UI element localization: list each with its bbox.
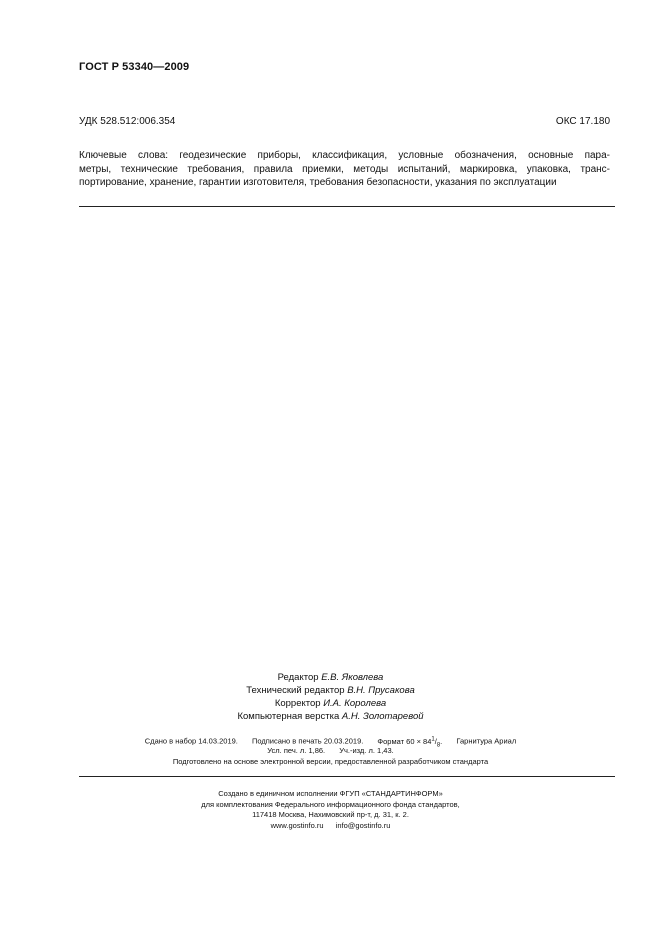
layout-label: Компьютерная верстка xyxy=(237,711,340,722)
keywords-line: Ключевые слова: геодезические приборы, классификация, условные обозначения, основные пара- xyxy=(79,150,610,161)
standard-code: ГОСТ Р 53340—2009 xyxy=(79,61,190,73)
divider-bottom xyxy=(79,776,615,777)
editor-credit xyxy=(0,671,661,684)
footer-address: 117418 Москва, Нахимовский пр-т, д. 31, к. 2. xyxy=(252,810,409,819)
corrector-label: Корректор xyxy=(274,698,321,709)
oks-code: ОКС 17.180 xyxy=(555,116,610,127)
sheets-info-line xyxy=(0,746,661,755)
font-info: Гарнитура Ариал xyxy=(456,736,517,746)
print-sheets: Усл. печ. л. 1,86. xyxy=(267,746,326,755)
corrector-name: И.А. Королева xyxy=(323,698,387,709)
footer-line: для комплектования Федерального информационного фонда стандартов, xyxy=(201,799,460,809)
divider-top xyxy=(79,206,615,207)
publisher-footer xyxy=(0,789,661,831)
corrector-credit xyxy=(0,697,661,710)
tech-editor-credit xyxy=(0,684,661,697)
editor-name: Е.В. Яковлева xyxy=(321,672,384,683)
layout-name: А.Н. Золотаревой xyxy=(341,711,424,722)
editor-label: Редактор xyxy=(277,672,319,683)
keywords-paragraph xyxy=(79,149,610,190)
footer-line: Создано в единичном исполнении ФГУП «СТАНДАРТИНФОРМ» xyxy=(218,789,443,798)
submitted-date: Сдано в набор 14.03.2019. xyxy=(144,736,238,746)
tech-editor-label: Технический редактор xyxy=(246,685,345,696)
signed-date: Подписано в печать 20.03.2019. xyxy=(251,736,364,746)
layout-credit xyxy=(0,710,661,723)
keywords-line: метры, технические требования, правила приемки, методы испытаний, маркировка, упаковка, транс- xyxy=(79,163,610,175)
footer-contacts xyxy=(0,821,661,832)
email-link[interactable]: info@gostinfo.ru xyxy=(335,820,391,830)
paper-format: Формат $60 \times 84^1/_8$. xyxy=(377,736,443,748)
udk-code: УДК 528.512:006.354 xyxy=(79,116,176,127)
keywords-line: портирование, хранение, гарантии изготовителя, требования безопасности, указания по эксплуатации xyxy=(79,177,557,188)
prepared-note: Подготовлено на основе электронной версии, предоставленной разработчиком стандарта xyxy=(172,757,489,766)
publishing-sheets: Уч.-изд. л. 1,43. xyxy=(339,746,394,755)
staff-credits xyxy=(0,671,661,723)
website-link[interactable]: www.gostinfo.ru xyxy=(270,820,324,830)
tech-editor-name: В.Н. Прусакова xyxy=(347,685,415,696)
